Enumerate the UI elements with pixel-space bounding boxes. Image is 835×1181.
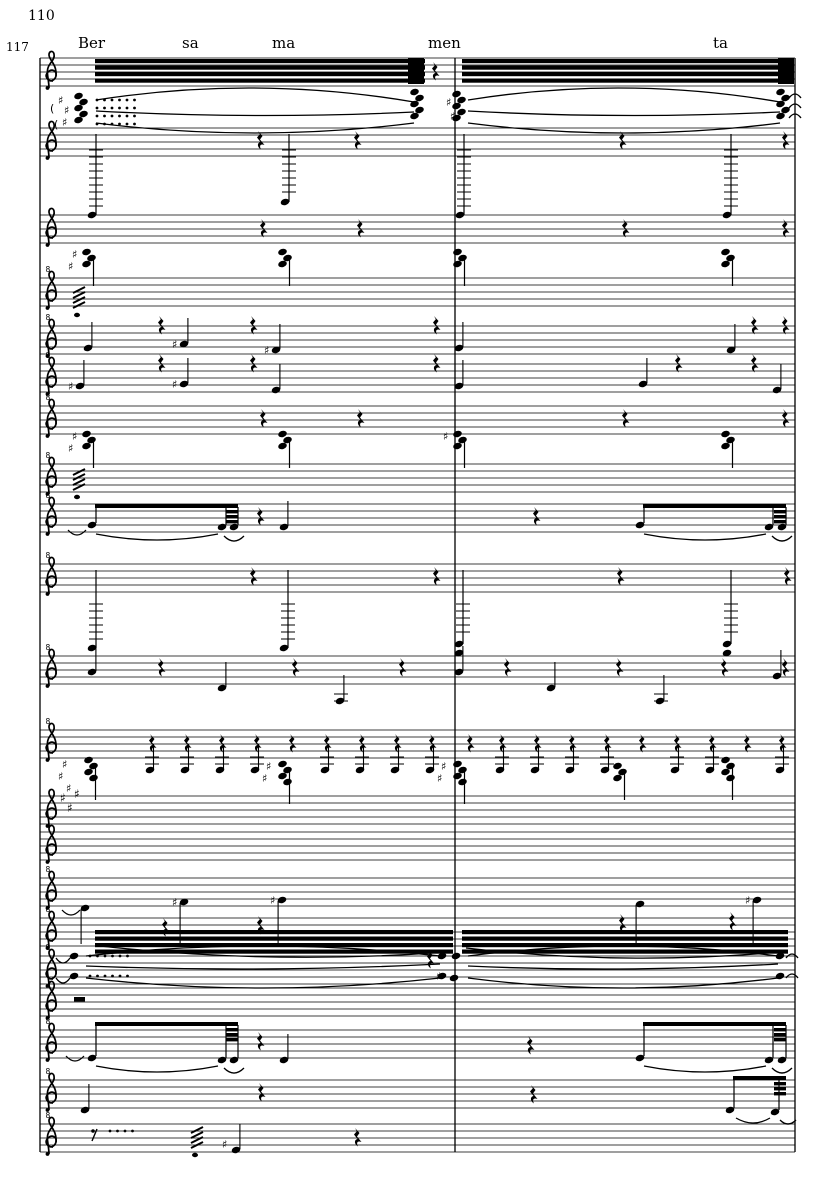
svg-text:♯: ♯	[172, 378, 178, 391]
lyric-syllable: ma	[272, 34, 296, 52]
treble-clef-icon	[46, 51, 57, 89]
treble-clef-icon	[46, 1111, 57, 1156]
svg-text:(: (	[54, 118, 59, 131]
svg-text:♯: ♯	[745, 894, 751, 907]
svg-text:♯: ♯	[58, 94, 64, 107]
svg-text:♯: ♯	[440, 948, 446, 961]
svg-text:♯: ♯	[443, 430, 449, 443]
svg-text:♯: ♯	[62, 758, 68, 771]
svg-text:♯: ♯	[446, 96, 452, 109]
svg-text:8: 8	[45, 491, 51, 500]
svg-text:♯: ♯	[62, 116, 68, 129]
svg-text:8: 8	[45, 943, 51, 952]
svg-text:♯: ♯	[450, 110, 456, 123]
svg-text:♯: ♯	[64, 104, 70, 117]
svg-text:8: 8	[45, 351, 51, 360]
svg-text:8: 8	[45, 265, 51, 274]
svg-text:8: 8	[45, 905, 51, 914]
treble-clef-icon	[46, 351, 57, 396]
measure-number-117: 117	[6, 40, 29, 54]
svg-text:8: 8	[45, 313, 51, 322]
svg-text:8: 8	[45, 451, 51, 460]
svg-text:♯: ♯	[58, 770, 64, 783]
svg-text:♯: ♯	[172, 338, 178, 351]
treble-clef-icon	[46, 551, 57, 596]
svg-text:8: 8	[45, 643, 51, 652]
treble-clef-icon	[46, 451, 57, 496]
svg-text:(: (	[50, 102, 55, 115]
svg-text:8: 8	[45, 393, 51, 402]
svg-text:♯: ♯	[68, 380, 74, 393]
treble-clef-icon	[46, 208, 57, 246]
svg-text:♯: ♯	[74, 787, 80, 801]
treble-clef-icon	[46, 865, 57, 910]
treble-clef-icon	[46, 717, 57, 762]
svg-text:♯: ♯	[441, 760, 447, 773]
svg-text:8: 8	[45, 717, 51, 726]
lyric-syllable: sa	[182, 34, 199, 52]
svg-text:♯: ♯	[67, 801, 73, 815]
svg-text:8: 8	[45, 1111, 51, 1120]
measure-number-110: 110	[28, 8, 55, 24]
svg-text:8: 8	[45, 1067, 51, 1076]
svg-text:♯: ♯	[66, 782, 72, 795]
treble-clef-icon	[46, 825, 57, 863]
treble-clef-icon	[46, 789, 57, 827]
svg-text:♯: ♯	[60, 791, 66, 805]
treble-clef-icon	[46, 265, 57, 310]
svg-text:♯: ♯	[264, 344, 270, 357]
svg-text:8: 8	[45, 1017, 51, 1026]
svg-text:8: 8	[45, 865, 51, 874]
svg-text:8: 8	[45, 551, 51, 560]
svg-text:♯: ♯	[72, 248, 78, 261]
lyric-syllable: ta	[713, 34, 728, 52]
treble-clef-icon	[46, 393, 57, 438]
treble-clef-icon	[46, 491, 57, 536]
svg-text:♯: ♯	[437, 772, 443, 785]
svg-text:♯: ♯	[436, 970, 442, 983]
lyric-syllable: men	[428, 34, 461, 52]
svg-text:♯: ♯	[68, 260, 74, 273]
svg-text:♯: ♯	[68, 442, 74, 455]
svg-text:♯: ♯	[270, 894, 276, 907]
svg-text:♯: ♯	[172, 896, 178, 909]
svg-text:♯: ♯	[266, 760, 272, 773]
lyric-syllable: Ber	[78, 34, 106, 52]
svg-text:♯: ♯	[72, 430, 78, 443]
svg-text:♯: ♯	[222, 1138, 228, 1151]
treble-clef-icon	[46, 1067, 57, 1112]
svg-text:♯: ♯	[262, 772, 268, 785]
treble-clef-icon	[46, 1017, 57, 1062]
treble-clef-icon	[46, 643, 57, 688]
